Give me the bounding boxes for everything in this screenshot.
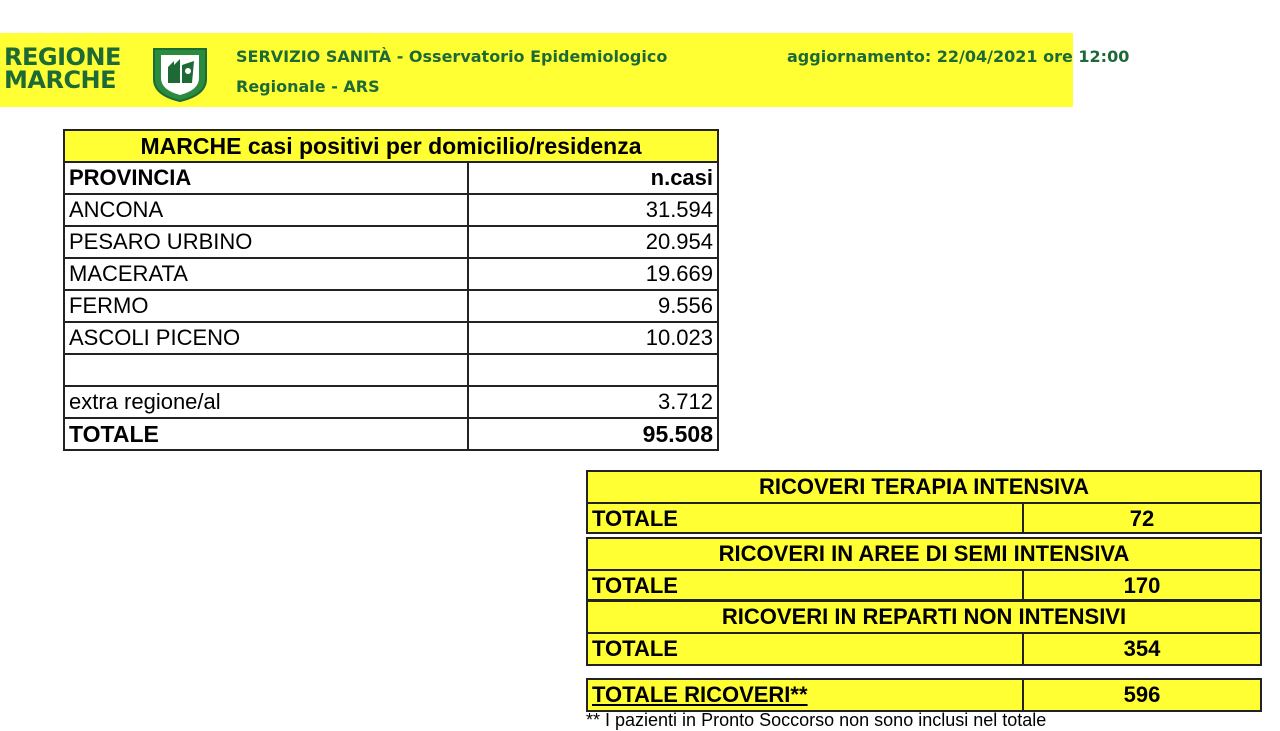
- semi-intensive-total-value: 170: [1123, 573, 1161, 598]
- total-hospitalizations-row: [586, 678, 1262, 712]
- table-title-row: [64, 130, 718, 162]
- empty-row: [64, 354, 718, 386]
- semi-intensive-total-label: TOTALE: [588, 571, 1024, 599]
- non-intensive-title: RICOVERI IN REPARTI NON INTENSIVI: [586, 600, 1262, 632]
- province-name: ANCONA: [64, 194, 468, 226]
- extra-region-label: extra regione/al: [64, 386, 468, 418]
- non-intensive-total-value: 354: [1123, 636, 1161, 661]
- total-cases: 95.508: [468, 418, 718, 450]
- total-row: [64, 418, 718, 450]
- non-intensive-block: [586, 600, 1262, 666]
- province-cases: 9.556: [468, 290, 718, 322]
- province-name: ASCOLI PICENO: [64, 322, 468, 354]
- regione-marche-emblem-icon: [150, 43, 210, 103]
- province-cases: 31.594: [468, 194, 718, 226]
- footnote: ** I pazienti in Pronto Soccorso non sono inclusi nel totale: [586, 710, 1047, 730]
- total-hospitalizations-block: [586, 678, 1262, 712]
- table-row: [64, 258, 718, 290]
- province-cases: 19.669: [468, 258, 718, 290]
- province-cases-table: [63, 129, 719, 451]
- intensive-care-total-label: TOTALE: [588, 504, 1024, 532]
- semi-intensive-title: RICOVERI IN AREE DI SEMI INTENSIVA: [586, 537, 1262, 569]
- extra-region-row: [64, 386, 718, 418]
- table-row: [64, 226, 718, 258]
- province-name: MACERATA: [64, 258, 468, 290]
- table-row: [64, 194, 718, 226]
- table-header-row: [64, 162, 718, 194]
- extra-region-cases: 3.712: [468, 386, 718, 418]
- update-timestamp: aggiornamento: 22/04/2021 ore 12:00: [787, 47, 1130, 66]
- regione-marche-logo: [4, 43, 210, 103]
- table-row: [64, 322, 718, 354]
- total-hospitalizations-value: 596: [1123, 682, 1161, 707]
- semi-intensive-total-row: [586, 569, 1262, 601]
- organization-name: SERVIZIO SANITÀ - Osservatorio Epidemiologico Regionale - ARS: [236, 47, 668, 96]
- table-row: [64, 290, 718, 322]
- total-label: TOTALE: [64, 418, 468, 450]
- intensive-care-total-value: 72: [1129, 506, 1155, 531]
- column-header-cases: n.casi: [468, 162, 718, 194]
- province-name: PESARO URBINO: [64, 226, 468, 258]
- empty-cell: [64, 354, 468, 386]
- table-title: MARCHE casi positivi per domicilio/residenza: [64, 130, 718, 162]
- province-cases: 10.023: [468, 322, 718, 354]
- logo-text: REGIONE MARCHE: [4, 43, 121, 94]
- total-hospitalizations-label: TOTALE RICOVERI**: [588, 680, 1024, 710]
- semi-intensive-block: [586, 537, 1262, 601]
- column-header-province: PROVINCIA: [64, 162, 468, 194]
- empty-cell: [468, 354, 718, 386]
- header-banner: [0, 33, 1130, 107]
- intensive-care-block: [586, 470, 1262, 534]
- province-name: FERMO: [64, 290, 468, 322]
- province-cases: 20.954: [468, 226, 718, 258]
- non-intensive-total-row: [586, 632, 1262, 666]
- non-intensive-total-label: TOTALE: [588, 634, 1024, 664]
- intensive-care-title: RICOVERI TERAPIA INTENSIVA: [586, 470, 1262, 502]
- intensive-care-total-row: [586, 502, 1262, 534]
